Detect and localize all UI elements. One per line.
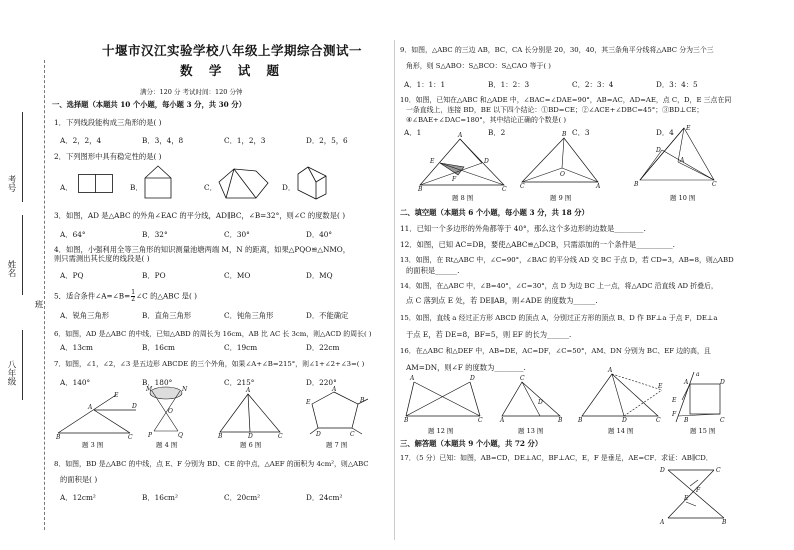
- q4-option-b: B．PO: [142, 271, 166, 280]
- svg-text:C: C: [502, 186, 507, 193]
- svg-text:C: C: [128, 434, 133, 441]
- section1-heading: 一、选择题（本题共 10 个小题，每小题 3 分，共 30 分）: [52, 100, 246, 109]
- svg-text:B: B: [722, 519, 727, 526]
- q6-option-c: C．19cm: [224, 343, 258, 352]
- svg-text:M: M: [146, 386, 153, 393]
- q2-figure-prism: [296, 166, 332, 200]
- q1-stem: 1．下列线段能构成三角形的是( ): [54, 118, 162, 127]
- svg-text:C: C: [520, 375, 525, 382]
- section2-heading: 二、填空题（本题共 6 个小题，每小题 3 分，共 18 分）: [400, 208, 589, 217]
- caption-q13: 题 13 图: [518, 427, 544, 435]
- q16-line-1: 16．在△ABC 和△DEF 中，AB=DE，AC=DF，∠C=50°，AM、DN 分别为 BC、EF 边的高，且: [400, 347, 711, 355]
- q6-option-b: B．16cm: [142, 343, 175, 352]
- fig-q4: [144, 385, 200, 437]
- q4-option-a: A．PQ: [60, 271, 84, 280]
- q10-option-b: B．2: [488, 128, 506, 137]
- exam-subject: 数 学 试 题: [180, 63, 286, 78]
- q3-option-c: C．30°: [224, 230, 250, 239]
- fig-q12: [404, 375, 484, 424]
- q15-line-1: 15．如图，直线 a 经过正方形 ABCD 的顶点 A，分别过正方形的顶点 B、D 作 BF⊥a 于点 F，DE⊥a: [400, 314, 718, 322]
- q4-option-d: D．MQ: [306, 271, 333, 280]
- q5-fraction: [131, 290, 135, 303]
- caption-q4: 题 4 图: [156, 441, 178, 449]
- svg-text:E: E: [672, 397, 677, 404]
- q7-stem: 7．如图，∠1，∠2，∠3 是五边形 ABCDE 的三个外角，如果∠A+∠B=215°，则∠1+∠2+∠3=( ): [54, 360, 365, 368]
- q2-option-b: B．: [130, 183, 143, 192]
- q15-line-2: 于点 E，若 DE=8，BF=5，则 EF 的长为______.: [406, 330, 572, 339]
- q8-stem: 8．如图，BD 是△ABC 的中线，点 E、F 分别为 BD、CE 的中点，△AEF 的面积为 4cm²，则△ABC: [54, 460, 369, 468]
- q9-stem-2: 角形，则 S△ABO：S△BCO：S△CAO 等于( ): [406, 62, 551, 70]
- q2-option-c: C．: [204, 183, 217, 192]
- svg-text:P: P: [148, 432, 153, 439]
- grade-label: 八年级: [6, 360, 16, 386]
- q1-option-a: A．2，2，4: [60, 136, 102, 145]
- q4-stem: 4．如图，小强利用全等三角形的知识测量池塘两端 M，N 的距离，如果△PQO≌△NMO，则只需测出其长度的线段是( ): [54, 245, 351, 263]
- q6-option-a: A．13cm: [60, 343, 93, 352]
- caption-q10: 题 10 图: [670, 194, 696, 202]
- q5-frac-num: 1: [131, 289, 136, 296]
- fig-q6: [218, 387, 286, 440]
- q3-option-b: B．32°: [142, 230, 168, 239]
- svg-text:C: C: [278, 433, 283, 440]
- svg-text:N: N: [182, 386, 188, 393]
- svg-text:E: E: [430, 158, 435, 165]
- q10-option-d: D．4: [656, 128, 674, 137]
- q10-option-c: C．3: [572, 128, 590, 137]
- q5-frac-den: 2: [131, 296, 136, 303]
- q5-stem: [54, 290, 197, 303]
- svg-text:E: E: [306, 399, 311, 406]
- q2-option-d: D．: [282, 183, 296, 192]
- fig-q10: [632, 124, 718, 186]
- q2-figure-house: [144, 165, 176, 201]
- svg-text:A: A: [596, 183, 601, 190]
- q11-stem: 11．已知一个多边形的外角都等于 40°，那么这个多边形的边数是________.: [400, 224, 646, 233]
- svg-text:D: D: [316, 431, 321, 438]
- svg-text:A: A: [684, 379, 689, 386]
- svg-text:D: D: [538, 399, 543, 406]
- fig-q3: [56, 392, 137, 441]
- exam-number-label: 考号: [6, 175, 16, 192]
- q9-option-a: A．1：1：1: [404, 80, 446, 89]
- svg-text:B: B: [56, 434, 61, 441]
- q5-stem-end: ∠C 的△ABC 是( ): [136, 291, 197, 301]
- svg-text:A: A: [332, 386, 337, 393]
- caption-q12: 题 12 图: [428, 427, 454, 435]
- name-line: [22, 215, 23, 295]
- cut-line: [44, 60, 45, 530]
- svg-text:A: A: [680, 157, 685, 164]
- q3-option-d: D．40°: [306, 230, 333, 239]
- q8-option-d: D．24cm²: [306, 493, 343, 502]
- fig-q7: [304, 388, 370, 438]
- svg-text:C: C: [712, 181, 717, 188]
- svg-text:O: O: [560, 171, 565, 178]
- q2-stem: 2．下列图形中具有稳定性的是( ): [54, 152, 162, 161]
- caption-q3: 题 3 图: [82, 441, 104, 449]
- svg-text:A: A: [608, 367, 613, 374]
- q7-option-c: C．215°: [224, 378, 255, 387]
- q5-stem-start: 5．适合条件∠A=∠B=: [54, 291, 131, 301]
- q8-stem-2: 的面积是( ): [60, 475, 98, 484]
- name-label: 姓名: [6, 260, 16, 277]
- q6-stem: 6．如图，AD 是△ABC 的中线，已知△ABD 的周长为 16cm，AB 比 AC 长 3cm，则△ACD 的周长( ): [54, 330, 372, 338]
- q13-line-2: 的面积是______.: [406, 266, 460, 275]
- fig-q13: [500, 375, 566, 424]
- q4-option-c: C．MO: [224, 271, 251, 280]
- q9-stem: 9．如图，△ABC 的三边 AB，BC，CA 长分别是 20，30，40，其三条角平分线将△ABC 分为三个三: [400, 46, 714, 54]
- svg-text:A: A: [246, 387, 251, 394]
- caption-q6: 题 6 图: [240, 441, 262, 449]
- q10-option-a: A．1: [404, 128, 422, 137]
- svg-text:A: A: [500, 417, 505, 424]
- svg-text:C: C: [478, 417, 483, 424]
- q9-option-b: B．1：2：3: [488, 80, 530, 89]
- q14-line-2: 点 C 落到点 E 处，若 DE∥AB，则∠ADE 的度数为______.: [406, 296, 598, 305]
- q6-option-d: D．22cm: [306, 343, 340, 352]
- q9-option-d: D．3：4：5: [656, 80, 698, 89]
- fig-q15: [670, 370, 736, 424]
- caption-q15: 题 15 图: [690, 427, 716, 435]
- svg-text:D: D: [484, 158, 489, 165]
- q12-stem: 12．如图，已知 AC=DB，要使△ABC≌△DCB，只需添加的一个条件是__________.: [400, 240, 676, 249]
- svg-text:E: E: [114, 392, 119, 399]
- q8-option-b: B．16cm²: [142, 493, 178, 502]
- svg-text:Q: Q: [178, 432, 183, 439]
- q8-option-a: A．12cm²: [60, 493, 96, 502]
- svg-text:O: O: [168, 408, 173, 415]
- q3-stem: 3．如图，AD 是△ABC 的外角∠EAC 的平分线，AD∥BC，∠B=32°，则∠C 的度数是( ): [54, 211, 346, 220]
- q3-option-a: A．64°: [60, 230, 86, 239]
- q10-line-2: 一条直线上，连接 BD，BE 以下四个结论：①BD=CE；②∠ACE+∠DBC=45°；③BD⊥CE；: [406, 106, 704, 114]
- svg-text:A: A: [410, 375, 415, 382]
- q5-option-a: A．锐角三角形: [60, 311, 110, 320]
- svg-text:D: D: [470, 375, 475, 382]
- q5-option-c: C．钝角三角形: [224, 311, 274, 320]
- svg-text:F: F: [452, 176, 457, 183]
- svg-text:B: B: [684, 417, 689, 424]
- svg-text:D: D: [656, 147, 661, 154]
- column-divider: [394, 40, 395, 540]
- svg-text:C: C: [656, 417, 661, 424]
- svg-text:C: C: [716, 467, 721, 474]
- q17-stem: 17．（5 分）已知：如图，AB=CD，DE⊥AC，BF⊥AC，E，F 是垂足，AE=CF．求证：AB∥CD．: [400, 454, 713, 462]
- class-label: 班: [33, 300, 43, 309]
- binding-margin: [0, 0, 48, 550]
- svg-text:B: B: [634, 181, 639, 188]
- exam-number-line: [22, 112, 23, 202]
- q8-option-c: C．20cm²: [224, 493, 261, 502]
- q7-option-d: D．220°: [306, 378, 337, 387]
- caption-q9: 题 9 图: [550, 194, 572, 202]
- svg-text:D: D: [132, 403, 137, 410]
- q14-line-1: 14．如图，在△ABC 中，∠B=40°，∠C=30°，点 D 为边 BC 上一点，将△ADC 沿直线 AD 折叠后，: [400, 282, 718, 290]
- svg-text:D: D: [622, 417, 627, 424]
- svg-text:F: F: [696, 487, 701, 494]
- svg-text:B: B: [218, 433, 223, 440]
- q1-option-c: C．1，2，3: [224, 136, 266, 145]
- q9-option-c: C．2：3：4: [572, 80, 614, 89]
- score-line: 满分：120 分 考试时间：120 分钟: [140, 88, 243, 96]
- svg-text:C: C: [350, 431, 355, 438]
- q10-line-1: 10．如图，已知在△ABC 和△ADE 中，∠BAC=∠DAE=90°，AB=AC，AD=AE，点 C，D，E 三点在同: [400, 96, 732, 104]
- svg-text:B: B: [404, 417, 409, 424]
- svg-text:C: C: [720, 417, 725, 424]
- svg-text:F: F: [672, 411, 677, 418]
- svg-text:B: B: [418, 186, 423, 193]
- svg-text:D: D: [660, 467, 665, 474]
- svg-text:a: a: [696, 371, 700, 378]
- q5-option-b: B．直角三角形: [142, 311, 192, 320]
- svg-text:B: B: [562, 131, 567, 138]
- q7-option-b: B．180°: [142, 378, 173, 387]
- q2-figure-pentagon: [218, 168, 270, 200]
- fig-q14: [578, 367, 664, 424]
- svg-text:E: E: [686, 125, 691, 132]
- q2-option-a: A．: [60, 183, 73, 192]
- exam-title: 十堰市汉江实验学校八年级上学期综合测试一: [102, 43, 363, 58]
- caption-q7: 题 7 图: [326, 441, 348, 449]
- q1-option-b: B．3，4，8: [142, 136, 184, 145]
- grade-line: [22, 330, 23, 400]
- q5-option-d: D．不能确定: [306, 311, 349, 320]
- svg-text:B: B: [578, 417, 583, 424]
- svg-text:D: D: [720, 379, 725, 386]
- svg-text:B: B: [558, 417, 563, 424]
- caption-q14: 题 14 图: [608, 427, 634, 435]
- q10-line-3: ④∠BAE+∠DAC=180°，其中结论正确的个数是( ): [406, 116, 567, 124]
- svg-text:A: A: [458, 132, 463, 139]
- q13-line-1: 13．如图，在 Rt△ABC 中，∠C=90°，∠BAC 的平分线 AD 交 BC 于点 D，若 CD=3，AB=8，则△ABD: [400, 256, 734, 264]
- q16-line-2: AM=DN，则∠F 的度数为________.: [406, 363, 526, 372]
- svg-text:D: D: [248, 433, 253, 440]
- q2-figure-rectangle: [78, 174, 118, 196]
- svg-text:E: E: [658, 383, 663, 390]
- svg-text:E: E: [684, 495, 689, 502]
- svg-text:B: B: [360, 397, 365, 404]
- caption-q8: 题 8 图: [452, 194, 474, 202]
- svg-text:A: A: [88, 404, 93, 411]
- q7-option-a: A．140°: [60, 378, 91, 387]
- fig-q17: [658, 466, 734, 524]
- q1-option-d: D．2，5，6: [306, 136, 348, 145]
- section3-heading: 三、解答题（本题共 9 个小题，共 72 分）: [400, 439, 543, 448]
- svg-text:C: C: [520, 183, 525, 190]
- svg-text:A: A: [660, 519, 665, 526]
